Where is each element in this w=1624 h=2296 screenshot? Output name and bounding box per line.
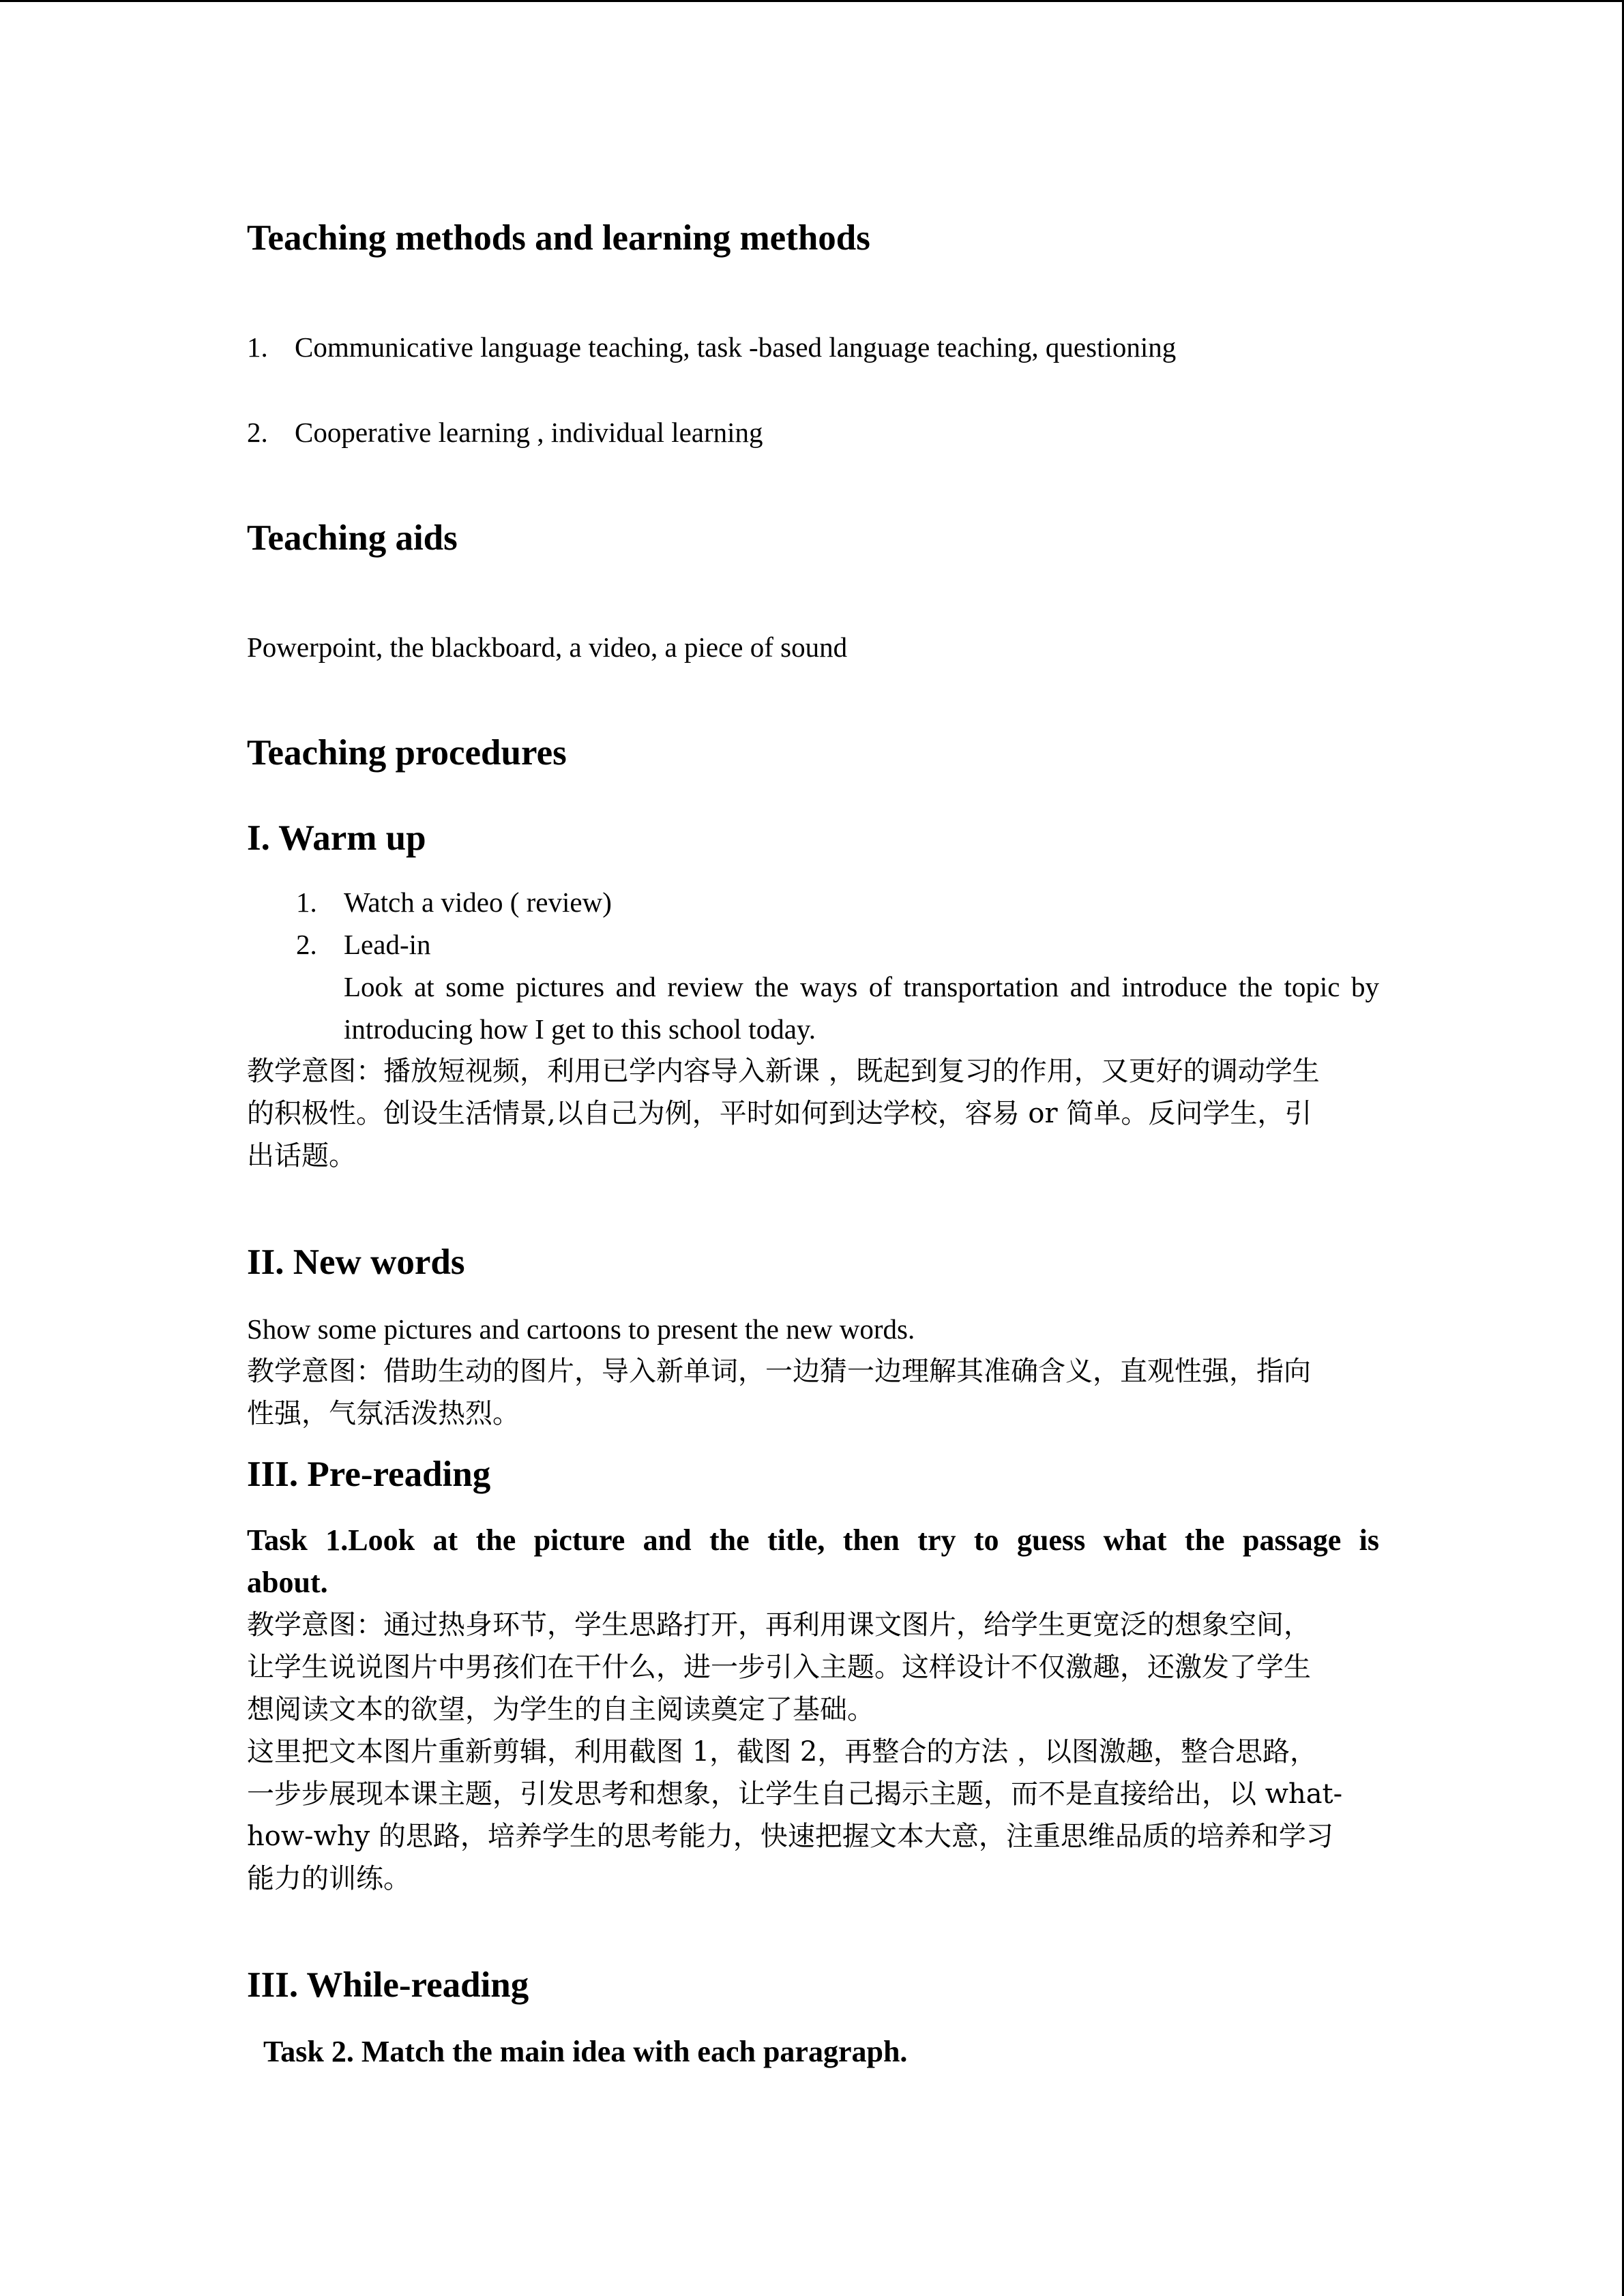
warm-up-intent-line-3: 出话题。	[247, 1140, 356, 1172]
heading-teaching-procedures: Teaching procedures	[247, 733, 567, 773]
list-item-text: Watch a video ( review)	[344, 886, 612, 918]
heading-teaching-methods: Teaching methods and learning methods	[247, 218, 870, 258]
lead-in-detail-line-2: introducing how I get to this school today.	[344, 1013, 816, 1045]
pre-reading-note-line-1: 这里把文本图片重新剪辑，利用截图 1，截图 2，再整合的方法 ，以图激趣，整合思路，	[247, 1736, 1318, 1768]
pre-reading-task-line-2: about.	[247, 1566, 328, 1599]
new-words-intent-line-1: 教学意图：借助生动的图片，导入新单词，一边猜一边理解其准确含义，直观性强，指向	[247, 1356, 1311, 1387]
pre-reading-task-line-1: Task 1.Look at the picture and the title, then try to guess what the passage is	[247, 1523, 1379, 1557]
warm-up-intent-line-1: 教学意图：播放短视频，利用已学内容导入新课 ，既起到复习的作用，又更好的调动学生	[247, 1056, 1320, 1087]
warm-up-item-2	[296, 923, 430, 966]
pre-reading-note-line-4: 能力的训练。	[247, 1863, 411, 1894]
heading-warm-up: I. Warm up	[247, 818, 426, 858]
lead-in-detail-line-1: Look at some pictures and review the ways of transportation and introduce the topic by	[344, 971, 1379, 1002]
pre-reading-intent-line-1: 教学意图：通过热身环节，学生思路打开，再利用课文图片，给学生更宽泛的想象空间，	[247, 1609, 1311, 1641]
while-reading-task: Task 2. Match the main idea with each paragraph.	[263, 2035, 908, 2068]
methods-item-2	[247, 411, 763, 453]
heading-while-reading: III. While-reading	[247, 1965, 529, 2005]
pre-reading-intent-line-3: 想阅读文本的欲望，为学生的自主阅读奠定了基础。	[247, 1694, 874, 1725]
new-words-text: Show some pictures and cartoons to present the new words.	[247, 1313, 915, 1345]
list-item-text: Cooperative learning , individual learning	[295, 417, 763, 448]
pre-reading-intent-line-2: 让学生说说图片中男孩们在干什么，进一步引入主题。这样设计不仅激趣，还激发了学生	[247, 1652, 1311, 1683]
list-number: 1.	[247, 331, 268, 363]
list-number: 1.	[296, 886, 317, 918]
heading-pre-reading: III. Pre-reading	[247, 1455, 491, 1494]
methods-item-1	[247, 326, 1176, 368]
heading-new-words: II. New words	[247, 1242, 465, 1282]
list-item-text: Lead-in	[344, 929, 431, 960]
pre-reading-note-line-3: how-why 的思路，培养学生的思考能力，快速把握文本大意，注重思维品质的培养和学习	[247, 1821, 1333, 1852]
warm-up-item-1	[296, 881, 612, 923]
warm-up-intent-line-2: 的积极性。创设生活情景,以自己为例，平时如何到达学校，容易 or 简单。反问学生，引	[247, 1098, 1312, 1129]
new-words-intent-line-2: 性强，气氛活泼热烈。	[247, 1398, 520, 1429]
heading-teaching-aids: Teaching aids	[247, 518, 458, 558]
aids-text: Powerpoint, the blackboard, a video, a piece of sound	[247, 631, 848, 663]
page-border-top	[0, 0, 1624, 2]
list-number: 2.	[247, 417, 268, 448]
list-number: 2.	[296, 929, 317, 960]
pre-reading-note-line-2: 一步步展现本课主题，引发思考和想象，让学生自己揭示主题，而不是直接给出，以 what-	[247, 1778, 1343, 1810]
list-item-text: Communicative language teaching, task -based language teaching, questioning	[295, 331, 1177, 363]
